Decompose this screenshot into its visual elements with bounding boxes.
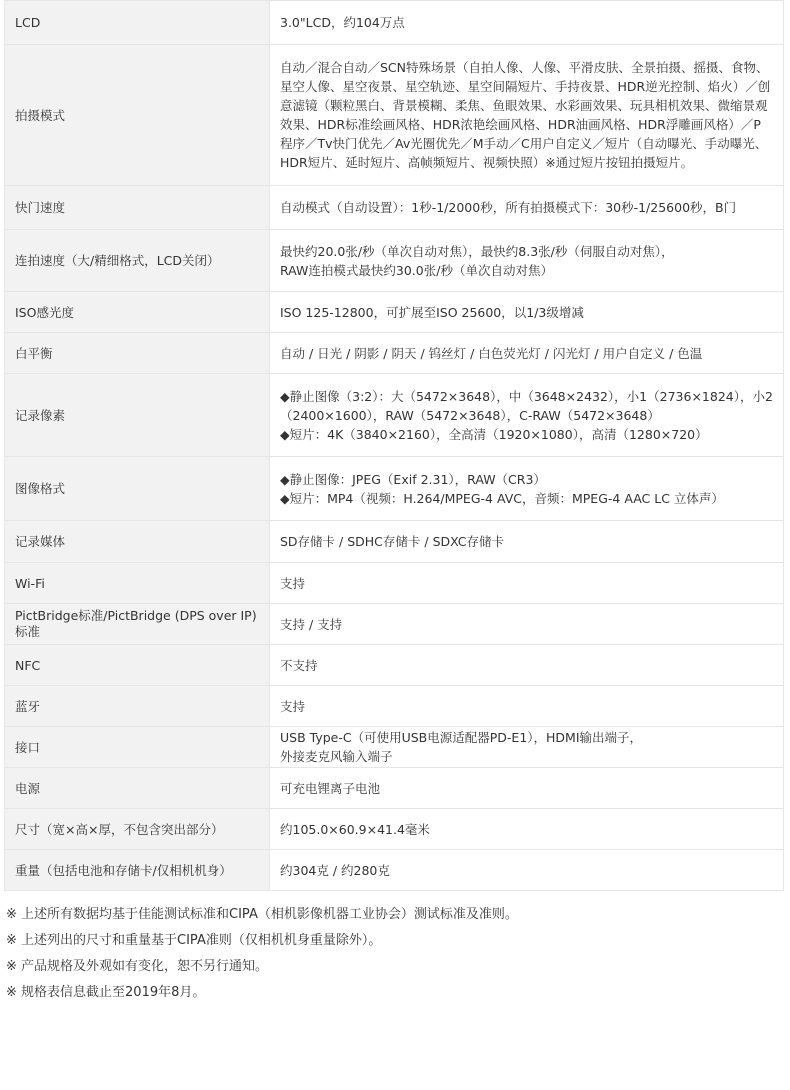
spec-label: Wi-Fi xyxy=(5,563,270,604)
spec-value: 可充电锂离子电池 xyxy=(270,768,784,809)
spec-row-recording-pixels xyxy=(5,374,784,457)
spec-label: 快门速度 xyxy=(5,186,270,230)
spec-value: USB Type-C（可使用USB电源适配器PD-E1），HDMI输出端子， 外接麦克风输入端子 xyxy=(270,727,784,768)
spec-value: ISO 125-12800，可扩展至ISO 25600，以1/3级增减 xyxy=(270,292,784,333)
spec-label: 白平衡 xyxy=(5,333,270,374)
spec-value: 支持 xyxy=(270,563,784,604)
spec-row-nfc xyxy=(5,645,784,686)
footnote: ※ 规格表信息截止至2019年8月。 xyxy=(6,985,206,1000)
spec-row-power xyxy=(5,768,784,809)
spec-row-continuous-shooting xyxy=(5,230,784,292)
spec-label: 图像格式 xyxy=(5,457,270,521)
spec-label: NFC xyxy=(5,645,270,686)
spec-row-pictbridge xyxy=(5,604,784,645)
spec-label: 尺寸（宽×高×厚，不包含突出部分） xyxy=(5,809,270,850)
spec-value: ◆静止图像：JPEG（Exif 2.31），RAW（CR3） ◆短片：MP4（视频：H.264/MPEG-4 AVC，音频：MPEG-4 AAC LC 立体声） xyxy=(270,457,784,521)
spec-label: ISO感光度 xyxy=(5,292,270,333)
footnote: ※ 上述所有数据均基于佳能测试标准和CIPA（相机影像机器工业协会）测试标准及准则。 xyxy=(6,907,518,922)
spec-label: LCD xyxy=(5,1,270,45)
spec-row-shooting-modes xyxy=(5,45,784,186)
spec-value: 自动 / 日光 / 阴影 / 阴天 / 钨丝灯 / 白色荧光灯 / 闪光灯 / 用户自定义 / 色温 xyxy=(270,333,784,374)
spec-value: 自动／混合自动／SCN特殊场景（自拍人像、人像、平滑皮肤、全景拍摄、摇摄、食物、星空人像、星空夜景、星空轨迹、星空间隔短片、手持夜景、HDR逆光控制、焰火）／创意滤镜（颗粒黑白、背景模糊、柔焦、鱼眼效果、水彩画效果、玩具相机效果、微缩景观效果、HDR标准绘画风格、HDR浓艳绘画风格、HDR油画风格、HDR浮雕画风格）／P程序／Tv快门优先／Av光圈优先／M手动／C用户自定义／短片（自动曝光、手动曝光、HDR短片、延时短片、高帧频短片、视频快照）※通过短片按钮拍摄短片。 xyxy=(270,45,784,186)
spec-label: 蓝牙 xyxy=(5,686,270,727)
footnote: ※ 产品规格及外观如有变化，恕不另行通知。 xyxy=(6,959,269,974)
spec-row-bluetooth xyxy=(5,686,784,727)
spec-value: 约105.0×60.9×41.4毫米 xyxy=(270,809,784,850)
footnote: ※ 上述列出的尺寸和重量基于CIPA准则（仅相机机身重量除外）。 xyxy=(6,933,382,948)
spec-row-weight xyxy=(5,850,784,891)
spec-label: 记录媒体 xyxy=(5,521,270,563)
spec-value: 支持 / 支持 xyxy=(270,604,784,645)
footnotes xyxy=(6,902,784,1006)
spec-row-dimensions xyxy=(5,809,784,850)
spec-label: PictBridge标准/PictBridge (DPS over IP)标准 xyxy=(5,604,270,645)
spec-label: 拍摄模式 xyxy=(5,45,270,186)
spec-value: 3.0"LCD，约104万点 xyxy=(270,1,784,45)
spec-label: 接口 xyxy=(5,727,270,768)
spec-table xyxy=(4,0,784,891)
spec-label: 电源 xyxy=(5,768,270,809)
spec-value: SD存储卡 / SDHC存储卡 / SDXC存储卡 xyxy=(270,521,784,563)
spec-value: 最快约20.0张/秒（单次自动对焦），最快约8.3张/秒（伺服自动对焦）， RAW连拍模式最快约30.0张/秒（单次自动对焦） xyxy=(270,230,784,292)
spec-label: 连拍速度（大/精细格式，LCD关闭） xyxy=(5,230,270,292)
spec-label: 重量（包括电池和存储卡/仅相机机身） xyxy=(5,850,270,891)
spec-row-recording-media xyxy=(5,521,784,563)
spec-row-lcd xyxy=(5,1,784,45)
spec-row-white-balance xyxy=(5,333,784,374)
spec-value: 支持 xyxy=(270,686,784,727)
spec-value: 自动模式（自动设置）：1秒-1/2000秒，所有拍摄模式下：30秒-1/25600秒，B门 xyxy=(270,186,784,230)
spec-row-shutter-speed xyxy=(5,186,784,230)
spec-value: 不支持 xyxy=(270,645,784,686)
spec-row-interface xyxy=(5,727,784,768)
spec-row-image-format xyxy=(5,457,784,521)
spec-row-iso xyxy=(5,292,784,333)
spec-value: ◆静止图像（3:2）：大（5472×3648），中（3648×2432），小1（2736×1824），小2（2400×1600），RAW（5472×3648），C-RAW（5472×3648） ◆短片：4K（3840×2160），全高清（1920×1080），高清（1280×720） xyxy=(270,374,784,457)
spec-row-wifi xyxy=(5,563,784,604)
spec-label: 记录像素 xyxy=(5,374,270,457)
spec-value: 约304克 / 约280克 xyxy=(270,850,784,891)
